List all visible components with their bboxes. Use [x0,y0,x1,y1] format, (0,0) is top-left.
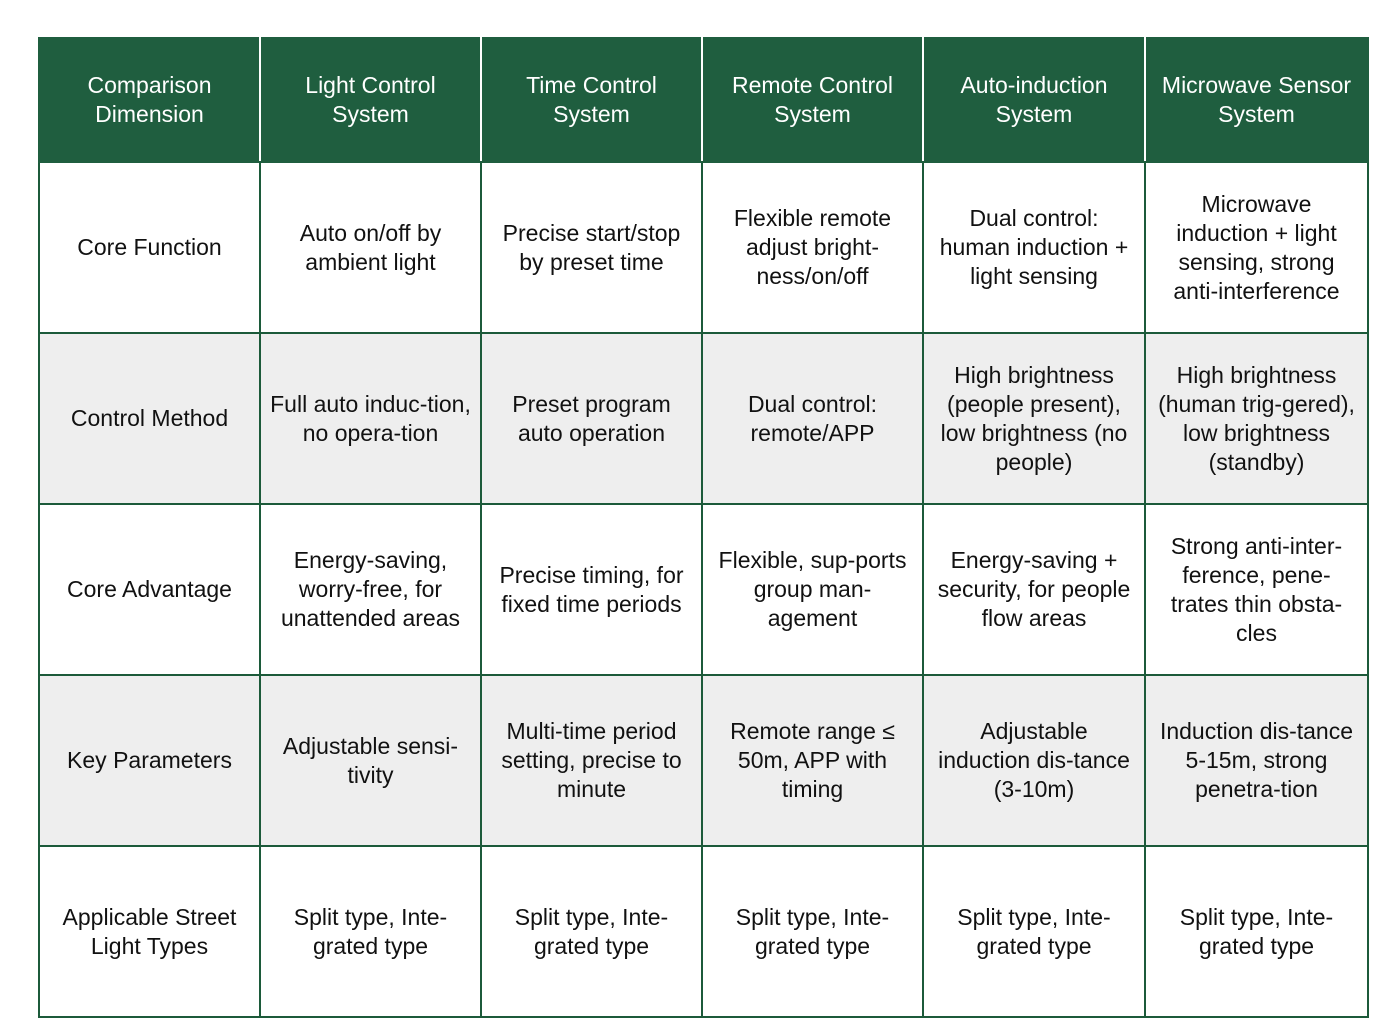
table-cell: Split type, Inte-grated type [481,846,702,1017]
table-cell: Induction dis-tance 5-15m, strong penetra-tion [1145,675,1368,846]
table-cell: Precise timing, for fixed time periods [481,504,702,675]
table-row-core-function [39,162,1368,333]
row-label: Applicable Street Light Types [39,846,260,1017]
table-cell: Strong anti-inter-ference, pene-trates thin obsta-cles [1145,504,1368,675]
table-cell: Dual control: remote/APP [702,333,923,504]
table-cell: Split type, Inte-grated type [702,846,923,1017]
table-header [39,38,1368,162]
header-comparison-dimension: Comparison Dimension [39,38,260,162]
table-cell: Dual control: human induction + light sensing [923,162,1145,333]
row-label: Core Function [39,162,260,333]
header-auto-induction-system: Auto-induction System [923,38,1145,162]
table-cell: Full auto induc-tion, no opera-tion [260,333,481,504]
table-cell: Adjustable induction dis-tance (3-10m) [923,675,1145,846]
table-cell: Split type, Inte-grated type [923,846,1145,1017]
comparison-table [38,37,1369,1018]
table-row-core-advantage [39,504,1368,675]
table-cell: Adjustable sensi-tivity [260,675,481,846]
table-cell: Energy-saving, worry-free, for unattended areas [260,504,481,675]
comparison-table-container [38,37,1367,1015]
table-cell: Split type, Inte-grated type [1145,846,1368,1017]
row-label: Core Advantage [39,504,260,675]
table-cell: High brightness (people present), low brightness (no people) [923,333,1145,504]
table-cell: Preset program auto operation [481,333,702,504]
header-row [39,38,1368,162]
table-cell: Precise start/stop by preset time [481,162,702,333]
table-cell: Energy-saving + security, for people flow areas [923,504,1145,675]
table-cell: Multi-time period setting, precise to minute [481,675,702,846]
table-cell: Auto on/off by ambient light [260,162,481,333]
row-label: Control Method [39,333,260,504]
table-cell: Flexible remote adjust bright-ness/on/off [702,162,923,333]
table-cell: Split type, Inte-grated type [260,846,481,1017]
table-body [39,162,1368,1017]
table-cell: Microwave induction + light sensing, strong anti-interference [1145,162,1368,333]
header-time-control-system: Time Control System [481,38,702,162]
table-row-control-method [39,333,1368,504]
header-microwave-sensor-system: Microwave Sensor System [1145,38,1368,162]
header-remote-control-system: Remote Control System [702,38,923,162]
row-label: Key Parameters [39,675,260,846]
table-row-key-parameters [39,675,1368,846]
header-light-control-system: Light Control System [260,38,481,162]
table-row-applicable-types [39,846,1368,1017]
table-cell: Flexible, sup-ports group man-agement [702,504,923,675]
table-cell: Remote range ≤ 50m, APP with timing [702,675,923,846]
table-cell: High brightness (human trig-gered), low brightness (standby) [1145,333,1368,504]
